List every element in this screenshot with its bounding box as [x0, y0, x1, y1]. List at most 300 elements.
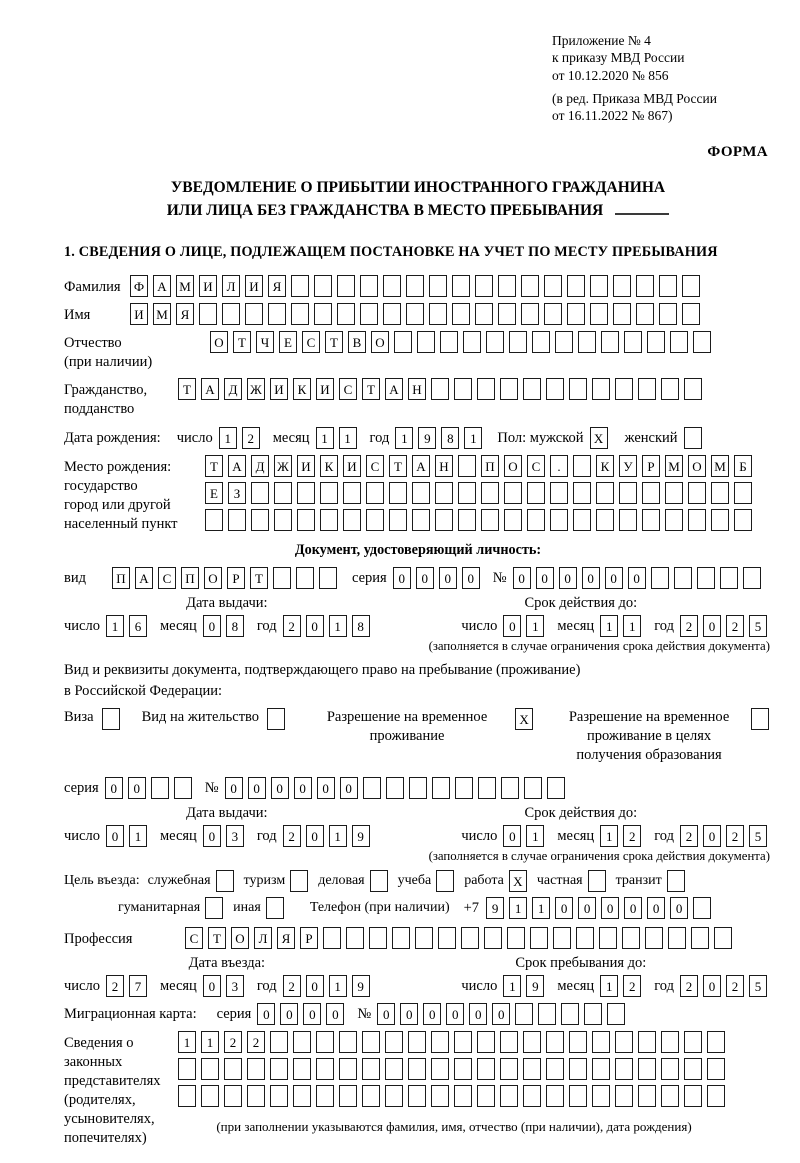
- char-cell[interactable]: 1: [329, 825, 347, 847]
- char-cell[interactable]: [615, 1085, 633, 1107]
- char-cell[interactable]: 9: [418, 427, 436, 449]
- char-cell[interactable]: 9: [352, 975, 370, 997]
- char-cell[interactable]: М: [153, 303, 171, 325]
- char-cell[interactable]: 0: [306, 825, 324, 847]
- char-cell[interactable]: [293, 1031, 311, 1053]
- char-cell[interactable]: [550, 509, 568, 531]
- char-cell[interactable]: [337, 275, 355, 297]
- checkbox[interactable]: [588, 870, 606, 892]
- char-cell[interactable]: [684, 427, 702, 449]
- char-cell[interactable]: [573, 455, 591, 477]
- char-cell[interactable]: [274, 509, 292, 531]
- char-cell[interactable]: [661, 1085, 679, 1107]
- char-cell[interactable]: [406, 275, 424, 297]
- char-cell[interactable]: [523, 1031, 541, 1053]
- char-cell[interactable]: 0: [703, 615, 721, 637]
- char-cell[interactable]: [642, 509, 660, 531]
- char-cell[interactable]: 0: [317, 777, 335, 799]
- char-cell[interactable]: [504, 482, 522, 504]
- char-cell[interactable]: М: [665, 455, 683, 477]
- char-cell[interactable]: 0: [559, 567, 577, 589]
- char-cell[interactable]: [297, 509, 315, 531]
- char-cell[interactable]: [615, 1031, 633, 1053]
- char-cell[interactable]: У: [619, 455, 637, 477]
- char-cell[interactable]: [665, 482, 683, 504]
- char-cell[interactable]: [178, 1058, 196, 1080]
- char-cell[interactable]: 1: [526, 615, 544, 637]
- char-cell[interactable]: [337, 303, 355, 325]
- char-cell[interactable]: [228, 509, 246, 531]
- char-cell[interactable]: Ч: [256, 331, 274, 353]
- char-cell[interactable]: [360, 303, 378, 325]
- char-cell[interactable]: [530, 927, 548, 949]
- char-cell[interactable]: [636, 303, 654, 325]
- char-cell[interactable]: [615, 378, 633, 400]
- char-cell[interactable]: [567, 303, 585, 325]
- char-cell[interactable]: [435, 509, 453, 531]
- char-cell[interactable]: С: [527, 455, 545, 477]
- char-cell[interactable]: [199, 303, 217, 325]
- checkbox[interactable]: [216, 870, 234, 892]
- char-cell[interactable]: [500, 1031, 518, 1053]
- char-cell[interactable]: [270, 1031, 288, 1053]
- char-cell[interactable]: А: [135, 567, 153, 589]
- char-cell[interactable]: 3: [226, 825, 244, 847]
- char-cell[interactable]: [590, 303, 608, 325]
- checkbox[interactable]: [290, 870, 308, 892]
- char-cell[interactable]: В: [348, 331, 366, 353]
- char-cell[interactable]: [527, 509, 545, 531]
- char-cell[interactable]: А: [228, 455, 246, 477]
- char-cell[interactable]: 2: [283, 615, 301, 637]
- char-cell[interactable]: [569, 378, 587, 400]
- char-cell[interactable]: И: [316, 378, 334, 400]
- char-cell[interactable]: М: [711, 455, 729, 477]
- char-cell[interactable]: 2: [247, 1031, 265, 1053]
- char-cell[interactable]: 1: [395, 427, 413, 449]
- char-cell[interactable]: С: [185, 927, 203, 949]
- char-cell[interactable]: [592, 1031, 610, 1053]
- char-cell[interactable]: [521, 275, 539, 297]
- char-cell[interactable]: [688, 482, 706, 504]
- char-cell[interactable]: Б: [734, 455, 752, 477]
- char-cell[interactable]: [607, 1003, 625, 1025]
- char-cell[interactable]: 2: [726, 825, 744, 847]
- char-cell[interactable]: [386, 777, 404, 799]
- char-cell[interactable]: [461, 927, 479, 949]
- char-cell[interactable]: П: [181, 567, 199, 589]
- char-cell[interactable]: [270, 1058, 288, 1080]
- char-cell[interactable]: [555, 331, 573, 353]
- char-cell[interactable]: [343, 509, 361, 531]
- char-cell[interactable]: [251, 509, 269, 531]
- char-cell[interactable]: [346, 927, 364, 949]
- char-cell[interactable]: [661, 378, 679, 400]
- char-cell[interactable]: 0: [106, 825, 124, 847]
- char-cell[interactable]: [711, 482, 729, 504]
- char-cell[interactable]: Д: [251, 455, 269, 477]
- char-cell[interactable]: [734, 509, 752, 531]
- char-cell[interactable]: К: [293, 378, 311, 400]
- char-cell[interactable]: [584, 1003, 602, 1025]
- visa-checkbox[interactable]: [102, 708, 120, 730]
- char-cell[interactable]: О: [371, 331, 389, 353]
- char-cell[interactable]: А: [201, 378, 219, 400]
- char-cell[interactable]: [659, 275, 677, 297]
- char-cell[interactable]: П: [481, 455, 499, 477]
- char-cell[interactable]: [504, 509, 522, 531]
- char-cell[interactable]: [693, 331, 711, 353]
- char-cell[interactable]: [454, 1058, 472, 1080]
- char-cell[interactable]: Ж: [274, 455, 292, 477]
- char-cell[interactable]: 0: [280, 1003, 298, 1025]
- char-cell[interactable]: [274, 482, 292, 504]
- char-cell[interactable]: [613, 275, 631, 297]
- char-cell[interactable]: [339, 1058, 357, 1080]
- char-cell[interactable]: 6: [129, 615, 147, 637]
- char-cell[interactable]: 2: [680, 975, 698, 997]
- char-cell[interactable]: К: [596, 455, 614, 477]
- char-cell[interactable]: [642, 482, 660, 504]
- char-cell[interactable]: [674, 567, 692, 589]
- char-cell[interactable]: Я: [277, 927, 295, 949]
- char-cell[interactable]: [320, 482, 338, 504]
- char-cell[interactable]: [205, 509, 223, 531]
- char-cell[interactable]: Д: [224, 378, 242, 400]
- char-cell[interactable]: 3: [226, 975, 244, 997]
- char-cell[interactable]: 7: [129, 975, 147, 997]
- char-cell[interactable]: [592, 1058, 610, 1080]
- char-cell[interactable]: Е: [205, 482, 223, 504]
- char-cell[interactable]: [684, 1058, 702, 1080]
- char-cell[interactable]: [523, 378, 541, 400]
- char-cell[interactable]: [201, 1058, 219, 1080]
- char-cell[interactable]: [463, 331, 481, 353]
- residence-permit-checkbox[interactable]: [267, 708, 285, 730]
- char-cell[interactable]: 0: [492, 1003, 510, 1025]
- char-cell[interactable]: [251, 482, 269, 504]
- char-cell[interactable]: [532, 331, 550, 353]
- char-cell[interactable]: [293, 1058, 311, 1080]
- char-cell[interactable]: 1: [600, 825, 618, 847]
- char-cell[interactable]: [363, 777, 381, 799]
- char-cell[interactable]: [339, 1085, 357, 1107]
- char-cell[interactable]: [500, 1085, 518, 1107]
- char-cell[interactable]: 0: [582, 567, 600, 589]
- char-cell[interactable]: [622, 927, 640, 949]
- char-cell[interactable]: 1: [526, 825, 544, 847]
- char-cell[interactable]: [429, 303, 447, 325]
- char-cell[interactable]: [319, 567, 337, 589]
- temporary-residence-checkbox[interactable]: X: [515, 708, 533, 730]
- char-cell[interactable]: [431, 1085, 449, 1107]
- char-cell[interactable]: 2: [242, 427, 260, 449]
- char-cell[interactable]: [323, 927, 341, 949]
- char-cell[interactable]: [383, 275, 401, 297]
- char-cell[interactable]: [438, 927, 456, 949]
- char-cell[interactable]: [362, 1031, 380, 1053]
- char-cell[interactable]: [316, 1031, 334, 1053]
- char-cell[interactable]: [546, 1085, 564, 1107]
- char-cell[interactable]: [343, 482, 361, 504]
- char-cell[interactable]: [613, 303, 631, 325]
- char-cell[interactable]: [362, 1085, 380, 1107]
- char-cell[interactable]: [601, 331, 619, 353]
- checkbox[interactable]: X: [509, 870, 527, 892]
- char-cell[interactable]: [684, 378, 702, 400]
- char-cell[interactable]: [454, 1031, 472, 1053]
- char-cell[interactable]: [178, 1085, 196, 1107]
- char-cell[interactable]: [707, 1085, 725, 1107]
- char-cell[interactable]: [638, 1031, 656, 1053]
- char-cell[interactable]: 0: [601, 897, 619, 919]
- char-cell[interactable]: [385, 1031, 403, 1053]
- char-cell[interactable]: 1: [106, 615, 124, 637]
- char-cell[interactable]: [720, 567, 738, 589]
- char-cell[interactable]: 8: [352, 615, 370, 637]
- char-cell[interactable]: А: [412, 455, 430, 477]
- char-cell[interactable]: [412, 482, 430, 504]
- char-cell[interactable]: [661, 1031, 679, 1053]
- char-cell[interactable]: [406, 303, 424, 325]
- char-cell[interactable]: О: [210, 331, 228, 353]
- char-cell[interactable]: [222, 303, 240, 325]
- char-cell[interactable]: [527, 482, 545, 504]
- char-cell[interactable]: О: [504, 455, 522, 477]
- char-cell[interactable]: [682, 275, 700, 297]
- char-cell[interactable]: 8: [226, 615, 244, 637]
- char-cell[interactable]: [440, 331, 458, 353]
- char-cell[interactable]: [592, 1085, 610, 1107]
- char-cell[interactable]: [647, 331, 665, 353]
- char-cell[interactable]: Р: [642, 455, 660, 477]
- char-cell[interactable]: 0: [647, 897, 665, 919]
- char-cell[interactable]: [638, 378, 656, 400]
- char-cell[interactable]: 0: [225, 777, 243, 799]
- char-cell[interactable]: [569, 1031, 587, 1053]
- char-cell[interactable]: [408, 1058, 426, 1080]
- char-cell[interactable]: С: [302, 331, 320, 353]
- char-cell[interactable]: 0: [703, 825, 721, 847]
- char-cell[interactable]: [569, 1058, 587, 1080]
- char-cell[interactable]: 0: [128, 777, 146, 799]
- char-cell[interactable]: Т: [178, 378, 196, 400]
- char-cell[interactable]: [452, 275, 470, 297]
- char-cell[interactable]: [454, 1085, 472, 1107]
- char-cell[interactable]: [477, 1058, 495, 1080]
- char-cell[interactable]: [661, 1058, 679, 1080]
- char-cell[interactable]: З: [228, 482, 246, 504]
- char-cell[interactable]: Т: [362, 378, 380, 400]
- char-cell[interactable]: [316, 1085, 334, 1107]
- char-cell[interactable]: [458, 509, 476, 531]
- char-cell[interactable]: 0: [340, 777, 358, 799]
- char-cell[interactable]: 1: [329, 975, 347, 997]
- char-cell[interactable]: [385, 1058, 403, 1080]
- char-cell[interactable]: 1: [339, 427, 357, 449]
- char-cell[interactable]: [389, 509, 407, 531]
- char-cell[interactable]: [498, 275, 516, 297]
- char-cell[interactable]: [546, 1031, 564, 1053]
- char-cell[interactable]: [590, 275, 608, 297]
- char-cell[interactable]: [651, 567, 669, 589]
- char-cell[interactable]: [174, 777, 192, 799]
- char-cell[interactable]: [366, 482, 384, 504]
- char-cell[interactable]: Т: [208, 927, 226, 949]
- char-cell[interactable]: [268, 303, 286, 325]
- char-cell[interactable]: [501, 777, 519, 799]
- char-cell[interactable]: [389, 482, 407, 504]
- char-cell[interactable]: 1: [316, 427, 334, 449]
- char-cell[interactable]: А: [385, 378, 403, 400]
- char-cell[interactable]: П: [112, 567, 130, 589]
- char-cell[interactable]: Е: [279, 331, 297, 353]
- char-cell[interactable]: [339, 1031, 357, 1053]
- char-cell[interactable]: [573, 482, 591, 504]
- char-cell[interactable]: 0: [703, 975, 721, 997]
- char-cell[interactable]: [691, 927, 709, 949]
- char-cell[interactable]: [547, 777, 565, 799]
- char-cell[interactable]: 0: [628, 567, 646, 589]
- char-cell[interactable]: 1: [464, 427, 482, 449]
- char-cell[interactable]: [435, 482, 453, 504]
- char-cell[interactable]: 0: [105, 777, 123, 799]
- char-cell[interactable]: 0: [257, 1003, 275, 1025]
- char-cell[interactable]: [707, 1031, 725, 1053]
- char-cell[interactable]: О: [688, 455, 706, 477]
- char-cell[interactable]: [458, 455, 476, 477]
- checkbox[interactable]: [205, 897, 223, 919]
- char-cell[interactable]: [314, 275, 332, 297]
- char-cell[interactable]: [538, 1003, 556, 1025]
- char-cell[interactable]: [475, 303, 493, 325]
- char-cell[interactable]: [638, 1085, 656, 1107]
- char-cell[interactable]: [432, 777, 450, 799]
- char-cell[interactable]: [734, 482, 752, 504]
- char-cell[interactable]: О: [204, 567, 222, 589]
- char-cell[interactable]: 0: [555, 897, 573, 919]
- char-cell[interactable]: [670, 331, 688, 353]
- char-cell[interactable]: [408, 1031, 426, 1053]
- char-cell[interactable]: 0: [513, 567, 531, 589]
- char-cell[interactable]: [270, 1085, 288, 1107]
- char-cell[interactable]: 0: [377, 1003, 395, 1025]
- char-cell[interactable]: 0: [439, 567, 457, 589]
- char-cell[interactable]: К: [320, 455, 338, 477]
- char-cell[interactable]: [481, 482, 499, 504]
- char-cell[interactable]: 0: [294, 777, 312, 799]
- char-cell[interactable]: 0: [605, 567, 623, 589]
- char-cell[interactable]: 0: [446, 1003, 464, 1025]
- char-cell[interactable]: Л: [254, 927, 272, 949]
- char-cell[interactable]: [596, 482, 614, 504]
- char-cell[interactable]: 1: [623, 615, 641, 637]
- char-cell[interactable]: [431, 1058, 449, 1080]
- char-cell[interactable]: [366, 509, 384, 531]
- char-cell[interactable]: [429, 275, 447, 297]
- char-cell[interactable]: [484, 927, 502, 949]
- char-cell[interactable]: [500, 378, 518, 400]
- char-cell[interactable]: 2: [680, 825, 698, 847]
- char-cell[interactable]: [431, 378, 449, 400]
- char-cell[interactable]: 0: [203, 615, 221, 637]
- char-cell[interactable]: 0: [462, 567, 480, 589]
- char-cell[interactable]: [369, 927, 387, 949]
- char-cell[interactable]: 2: [623, 975, 641, 997]
- char-cell[interactable]: [431, 1031, 449, 1053]
- char-cell[interactable]: 0: [271, 777, 289, 799]
- char-cell[interactable]: [624, 331, 642, 353]
- char-cell[interactable]: 0: [326, 1003, 344, 1025]
- char-cell[interactable]: [659, 303, 677, 325]
- char-cell[interactable]: Н: [408, 378, 426, 400]
- char-cell[interactable]: [224, 1058, 242, 1080]
- char-cell[interactable]: [636, 275, 654, 297]
- char-cell[interactable]: [515, 1003, 533, 1025]
- char-cell[interactable]: [291, 275, 309, 297]
- char-cell[interactable]: [458, 482, 476, 504]
- char-cell[interactable]: 0: [469, 1003, 487, 1025]
- char-cell[interactable]: 1: [503, 975, 521, 997]
- char-cell[interactable]: [665, 509, 683, 531]
- char-cell[interactable]: Р: [300, 927, 318, 949]
- char-cell[interactable]: [247, 1085, 265, 1107]
- char-cell[interactable]: [553, 927, 571, 949]
- char-cell[interactable]: 9: [486, 897, 504, 919]
- char-cell[interactable]: [697, 567, 715, 589]
- char-cell[interactable]: [415, 927, 433, 949]
- char-cell[interactable]: 0: [536, 567, 554, 589]
- char-cell[interactable]: [455, 777, 473, 799]
- char-cell[interactable]: А: [153, 275, 171, 297]
- char-cell[interactable]: [684, 1031, 702, 1053]
- char-cell[interactable]: [507, 927, 525, 949]
- checkbox[interactable]: [667, 870, 685, 892]
- char-cell[interactable]: С: [366, 455, 384, 477]
- char-cell[interactable]: 2: [623, 825, 641, 847]
- char-cell[interactable]: [362, 1058, 380, 1080]
- char-cell[interactable]: [509, 331, 527, 353]
- char-cell[interactable]: 1: [201, 1031, 219, 1053]
- char-cell[interactable]: Т: [250, 567, 268, 589]
- char-cell[interactable]: [385, 1085, 403, 1107]
- char-cell[interactable]: [297, 482, 315, 504]
- char-cell[interactable]: 5: [749, 825, 767, 847]
- char-cell[interactable]: [645, 927, 663, 949]
- char-cell[interactable]: [682, 303, 700, 325]
- char-cell[interactable]: [477, 1085, 495, 1107]
- char-cell[interactable]: [316, 1058, 334, 1080]
- char-cell[interactable]: И: [270, 378, 288, 400]
- char-cell[interactable]: 1: [219, 427, 237, 449]
- char-cell[interactable]: [477, 378, 495, 400]
- char-cell[interactable]: [546, 1058, 564, 1080]
- char-cell[interactable]: 1: [532, 897, 550, 919]
- char-cell[interactable]: [619, 509, 637, 531]
- char-cell[interactable]: Т: [205, 455, 223, 477]
- char-cell[interactable]: Т: [389, 455, 407, 477]
- char-cell[interactable]: [291, 303, 309, 325]
- char-cell[interactable]: [475, 275, 493, 297]
- char-cell[interactable]: Т: [325, 331, 343, 353]
- char-cell[interactable]: [320, 509, 338, 531]
- checkbox[interactable]: [436, 870, 454, 892]
- char-cell[interactable]: 1: [129, 825, 147, 847]
- char-cell[interactable]: [481, 509, 499, 531]
- char-cell[interactable]: 0: [306, 615, 324, 637]
- char-cell[interactable]: 0: [503, 825, 521, 847]
- char-cell[interactable]: [314, 303, 332, 325]
